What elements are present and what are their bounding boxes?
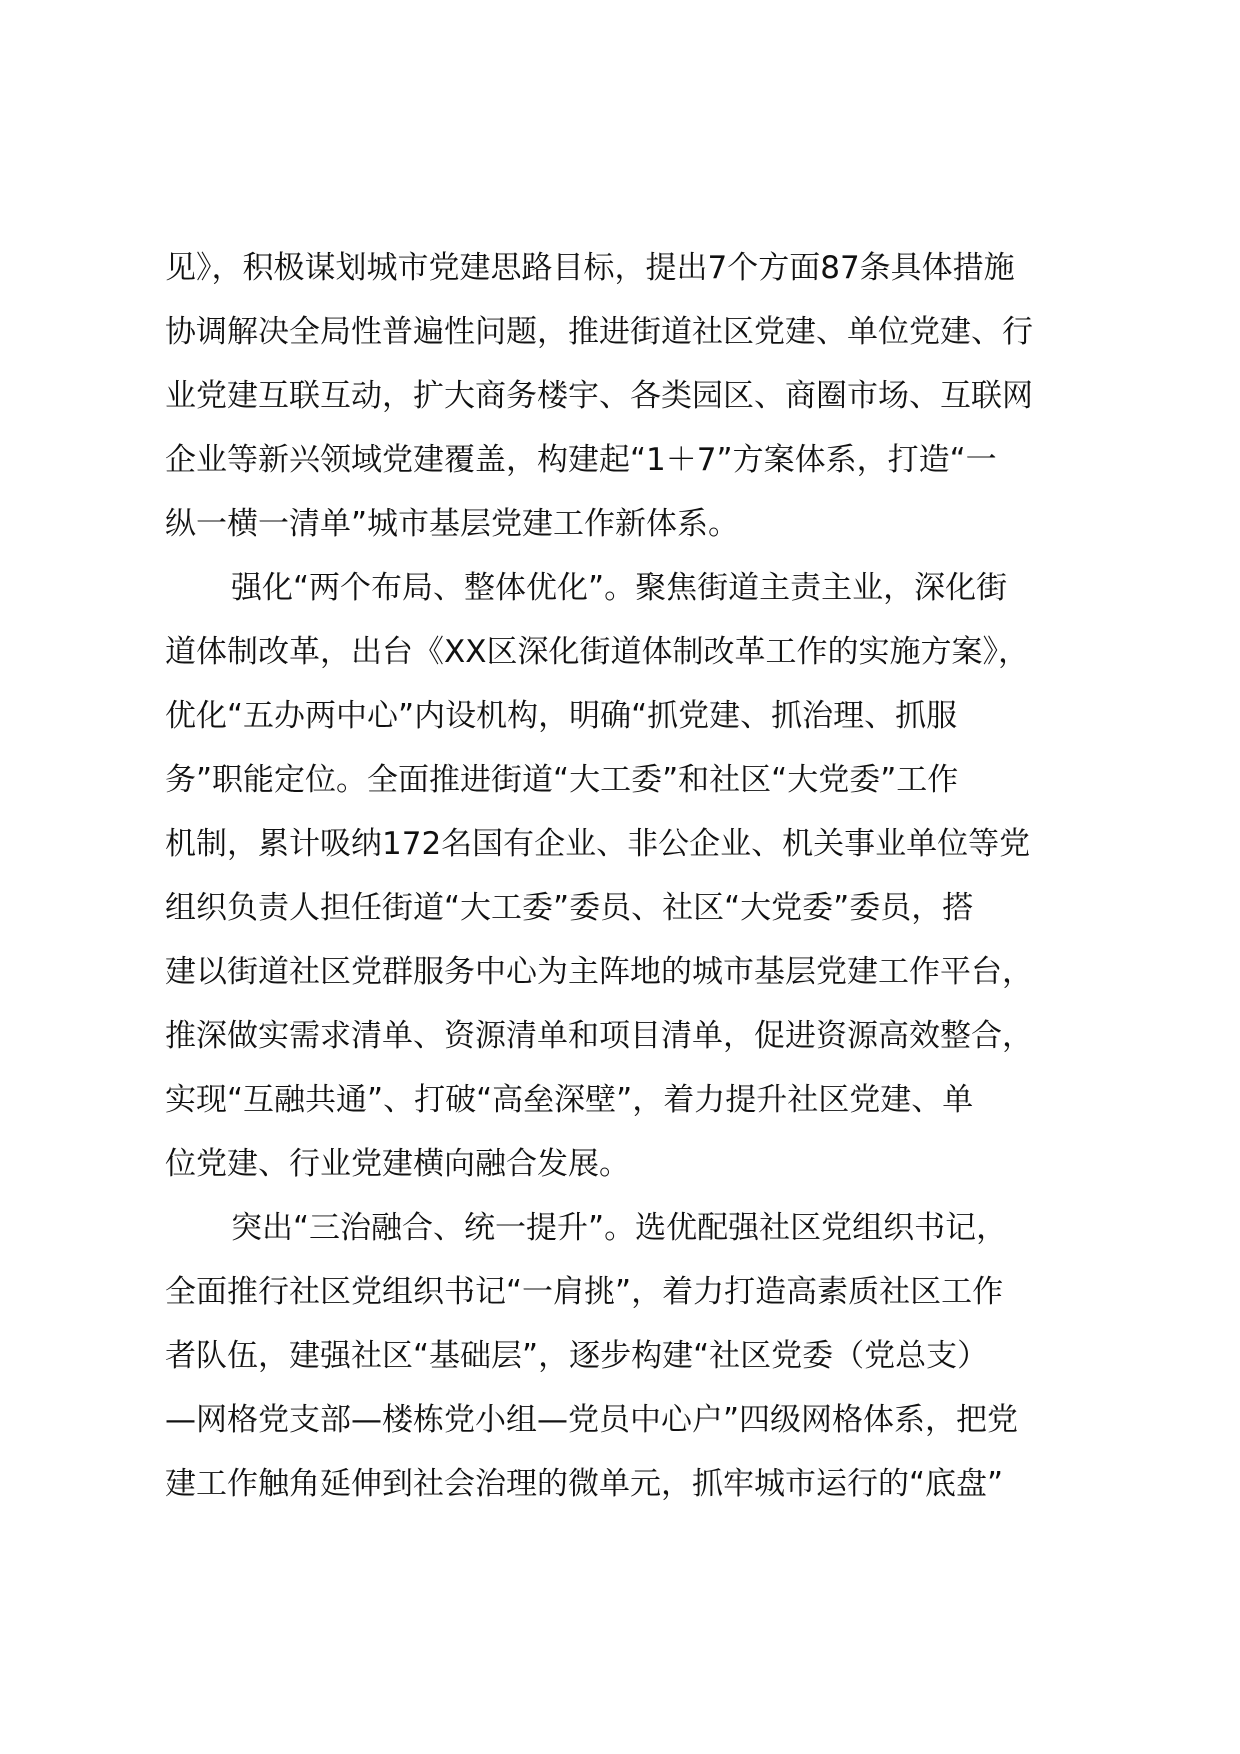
text-line: 位党建、行业党建横向融合发展。 (165, 1146, 630, 1182)
text-line: 道体制改革，出台《XX区深化街道体制改革工作的实施方案》， (165, 634, 1029, 670)
text-line: 组织负责人担任街道“大工委”委员、社区“大党委”委员，搭 (165, 890, 974, 926)
text-line: 建工作触角延伸到社会治理的微单元，抓牢城市运行的“底盘” (165, 1466, 1004, 1502)
text-line: 纵一横一清单”城市基层党建工作新体系。 (165, 506, 740, 542)
text-line: 者队伍，建强社区“基础层”，逐步构建“社区党委（党总支） (165, 1338, 989, 1374)
text-line: 务”职能定位。全面推进街道“大工委”和社区“大党委”工作 (165, 762, 959, 798)
text-line: 建以街道社区党群服务中心为主阵地的城市基层党建工作平台， (165, 954, 1033, 990)
text-line: 优化“五办两中心”内设机构，明确“抓党建、抓治理、抓服 (165, 698, 958, 734)
text-line: 机制，累计吸纳172名国有企业、非公企业、机关事业单位等党 (165, 826, 1031, 862)
text-line: 企业等新兴领域党建覆盖，构建起“1＋7”方案体系，打造“一 (165, 442, 997, 478)
text-line: 协调解决全局性普遍性问题，推进街道社区党建、单位党建、行 (165, 314, 1033, 350)
text-line: —网格党支部—楼栋党小组—党员中心户”四级网格体系，把党 (165, 1402, 1019, 1438)
text-line: 全面推行社区党组织书记“一肩挑”，着力打造高素质社区工作 (165, 1274, 1004, 1310)
text-line: 推深做实需求清单、资源清单和项目清单，促进资源高效整合， (165, 1018, 1033, 1054)
text-line: 见》，积极谋划城市党建思路目标，提出7个方面87条具体措施 (165, 250, 1015, 286)
paragraph-start-line: 突出“三治融合、统一提升”。选优配强社区党组织书记， (231, 1210, 1008, 1246)
body-text (165, 236, 1095, 1516)
text-line: 业党建互联互动，扩大商务楼宇、各类园区、商圈市场、互联网 (165, 378, 1033, 414)
text-line: 实现“互融共通”、打破“高垒深壁”，着力提升社区党建、单 (165, 1082, 974, 1118)
paragraph-start-line: 强化“两个布局、整体优化”。聚焦街道主责主业，深化街 (231, 570, 1008, 606)
